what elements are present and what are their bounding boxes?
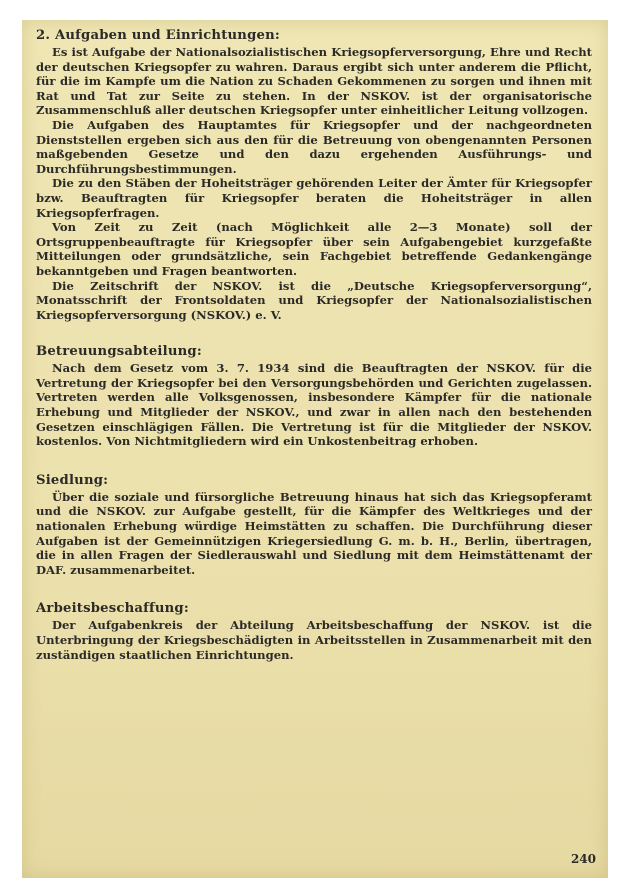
page-number: 240 xyxy=(570,852,596,866)
section-aufgaben xyxy=(36,28,592,322)
section-heading: Betreuungsabteilung: xyxy=(36,344,202,360)
section-heading: Siedlung: xyxy=(36,472,109,488)
paragraph: Die Zeitschrift der NSKOV. ist die „Deutsche Kriegsopferversorgung“, Monatsschrift der Frontsoldaten und Kriegsopfer der Nationalsozialistischen Kriegsopferversorgung (NSKOV.) e. V. xyxy=(36,278,592,322)
spacer xyxy=(36,577,592,601)
paragraph: Es ist Aufgabe der Nationalsozialistischen Kriegsopferversorgung, Ehre und Recht der deutschen Kriegsopfer zu wahren. Daraus ergibt sich unter anderem die Pflicht, für die im Kampfe um die Nation zu Schaden Gekommenen zu sorgen und ihnen mit Rat und Tat zur Seite zu stehen. In der NSKOV. ist der organisatorische Zusammenschluß aller deutschen Kriegsopfer unter einheitlicher Leitung vollzogen. xyxy=(36,45,592,118)
paragraph: Die zu den Stäben der Hoheitsträger gehörenden Leiter der Ämter für Kriegsopfer bzw. Beauftragten für Kriegsopfer beraten die Hoheitsträger in allen Kriegsopferfragen. xyxy=(36,176,592,220)
section-betreuung xyxy=(36,344,592,449)
section-heading: 2. Aufgaben und Einrichtungen: xyxy=(36,28,280,43)
paragraph: Der Aufgabenkreis der Abteilung Arbeitsbeschaffung der NSKOV. ist die Unterbringung der Kriegsbeschädigten in Arbeitsstellen in Zusammenarbeit mit den zuständigen staatlichen Einrichtungen. xyxy=(36,618,592,662)
paragraph: Von Zeit zu Zeit (nach Möglichkeit alle 2—3 Monate) soll der Ortsgruppenbeauftragte für Kriegsopfer über sein Aufgabengebiet kurzgefaßte Mitteilungen oder grundsätzliche, sein Fachgebiet betreffende Gedankengänge bekanntgeben und Fragen beantworten. xyxy=(36,220,592,278)
book-page xyxy=(22,20,608,878)
spacer xyxy=(36,322,592,344)
section-siedlung xyxy=(36,473,592,578)
spacer xyxy=(36,449,592,473)
paragraph: Die Aufgaben des Hauptamtes für Kriegsopfer und der nachgeordneten Dienststellen ergeben sich aus den für die Betreuung von obengenannten Personen maßgebenden Gesetze und den dazu ergehenden Ausführungs- und Durchführungsbestimmungen. xyxy=(36,117,592,176)
paragraph: Nach dem Gesetz vom 3. 7. 1934 sind die Beauftragten der NSKOV. für die Vertretung der Kriegsopfer bei den Versorgungsbehörden und Gerichten zugelassen. Vertreten werden alle Volksgenossen, insbesondere Kämpfer für die nationale Erhebung und Mitglieder der NSKOV., und zwar in allen nach den bestehenden Gesetzen einschlägigen Fällen. Die Vertretung ist für die Mitglieder der NSKOV. kostenlos. Von Nichtmitgliedern wird ein Unkostenbeitrag erhoben. xyxy=(36,361,592,449)
section-heading: Arbeitsbeschaffung: xyxy=(36,601,189,617)
paragraph: Über die soziale und fürsorgliche Betreuung hinaus hat sich das Kriegsopferamt und die NSKOV. zur Aufgabe gestellt, für die Kämpfer des Weltkrieges und der nationalen Erhebung würdige Heimstätten zu schaffen. Die Durchführung dieser Aufgaben ist der Gemeinnützigen Kriegersiedlung G. m. b. H., Berlin, übertragen, die in allen Fragen der Siedlerauswahl und Siedlung mit dem Heimstättenamt der DAF. zusammenarbeitet. xyxy=(36,489,592,577)
section-arbeitsbeschaffung xyxy=(36,601,592,662)
